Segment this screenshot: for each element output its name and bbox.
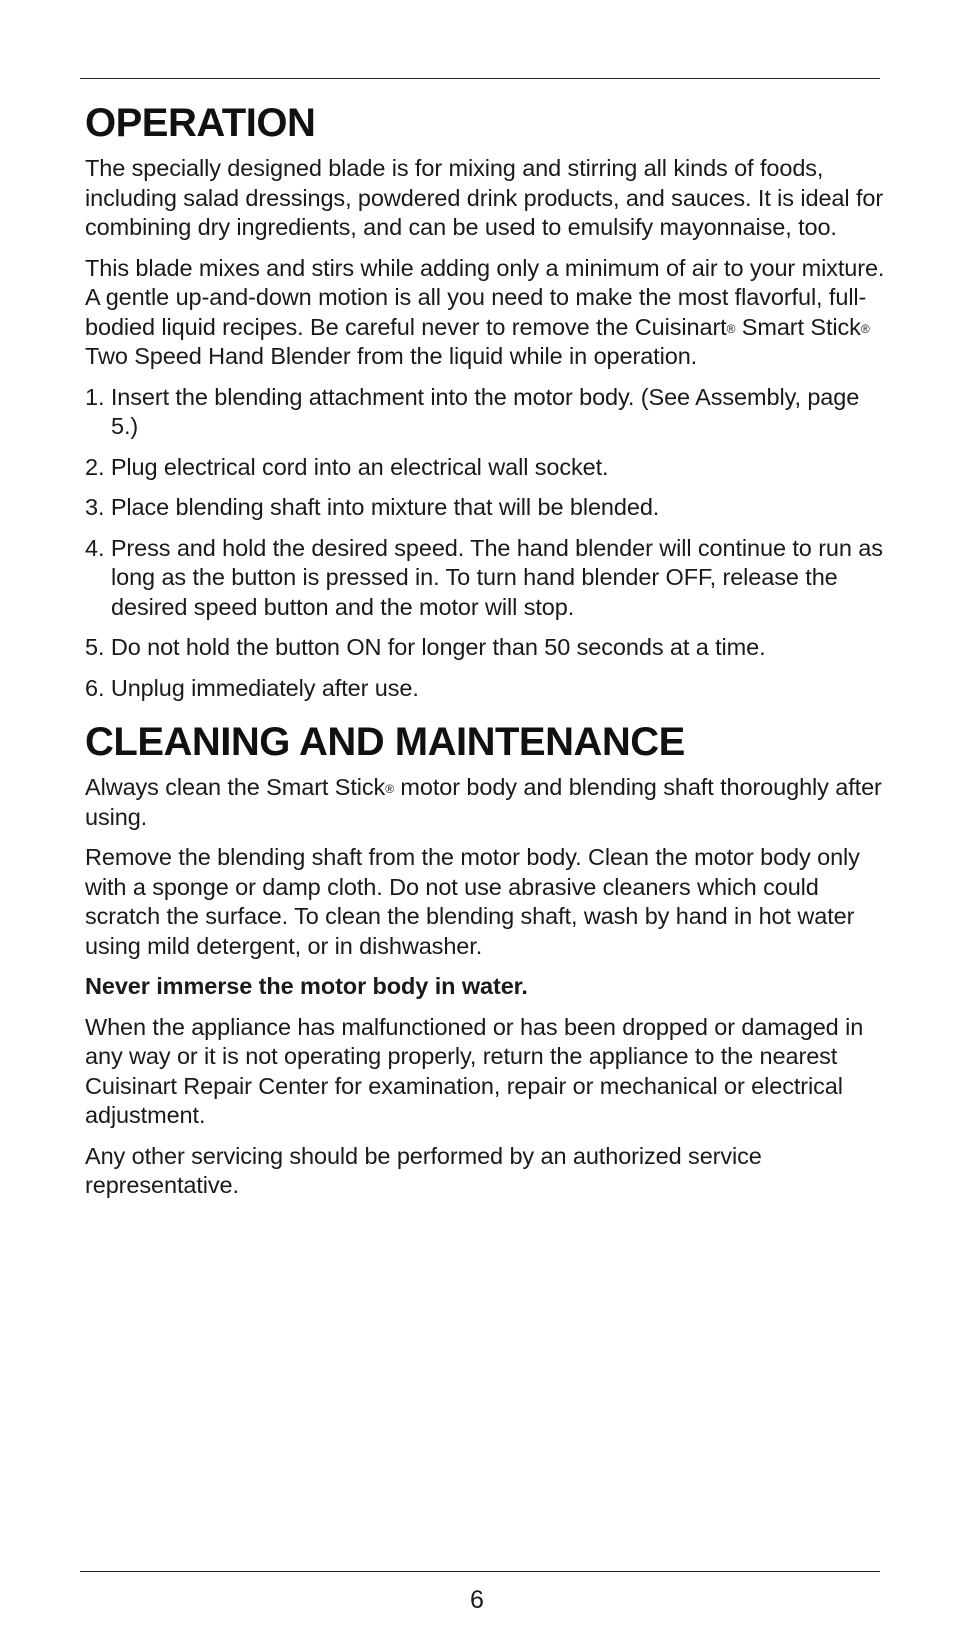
list-item: 4. Press and hold the desired speed. The hand blender will continue to run as long as the button is pressed in. To turn hand blender OFF, release the desired speed button and the motor will stop. bbox=[85, 534, 883, 620]
page-content bbox=[85, 96, 885, 1212]
operation-heading: OPERATION bbox=[85, 101, 316, 145]
water-warning: Never immerse the motor body in water. bbox=[85, 973, 528, 999]
usage-text-part1: This blade mixes and stirs while adding only a minimum of air to your mixture. A gentle up-and-down motion is all you need to make the most flavorful, full-bodied liquid recipes. Be careful never to remove the Cuisinart bbox=[85, 254, 885, 340]
operation-intro-paragraph: The specially designed blade is for mixing and stirring all kinds of foods, including salad dressings, powdered drink products, and sauces. It is ideal for combining dry ingredients, and can be used to emulsify mayonnaise, too. bbox=[85, 155, 884, 240]
cleaning-instructions-paragraph: Remove the blending shaft from the motor body. Clean the motor body only with a sponge or damp cloth. Do not use abrasive cleaners which could scratch the surface. To clean the blending shaft, wash by hand in hot water using mild detergent, or in dishwasher. bbox=[85, 844, 860, 959]
list-item: 5. Do not hold the button ON for longer than 50 seconds at a time. bbox=[85, 634, 766, 660]
cleaning-heading: CLEANING AND MAINTENANCE bbox=[85, 720, 685, 764]
list-item: 2. Plug electrical cord into an electrical wall socket. bbox=[85, 453, 609, 480]
registered-mark: ® bbox=[726, 321, 736, 336]
registered-mark: ® bbox=[860, 321, 870, 336]
list-item: 1. Insert the blending attachment into the motor body. (See Assembly, page 5.) bbox=[85, 383, 860, 439]
operation-steps-list bbox=[85, 383, 885, 704]
usage-text-part3: Two Speed Hand Blender from the liquid while in operation. bbox=[85, 343, 698, 369]
cleaning-text-part2: motor body and blending shaft thoroughly after using. bbox=[85, 774, 882, 830]
list-item: 3. Place blending shaft into mixture that will be blended. bbox=[85, 494, 660, 520]
list-item: 6. Unplug immediately after use. bbox=[85, 674, 419, 701]
cleaning-text-part1: Always clean the Smart Stick bbox=[85, 774, 386, 800]
bottom-divider bbox=[80, 1571, 880, 1572]
page-number: 6 bbox=[470, 1586, 484, 1614]
operation-usage-paragraph bbox=[85, 254, 885, 372]
repair-paragraph: When the appliance has malfunctioned or has been dropped or damaged in any way or it is not operating properly, return the appliance to the nearest Cuisinart Repair Center for examination, repair or mechanical or electrical adjustment. bbox=[85, 1013, 864, 1128]
cleaning-intro-paragraph bbox=[85, 773, 885, 832]
usage-text-part2: Smart Stick bbox=[735, 313, 861, 340]
registered-mark: ® bbox=[385, 782, 394, 796]
top-divider bbox=[80, 78, 880, 79]
servicing-paragraph: Any other servicing should be performed by an authorized service representative. bbox=[85, 1142, 762, 1198]
